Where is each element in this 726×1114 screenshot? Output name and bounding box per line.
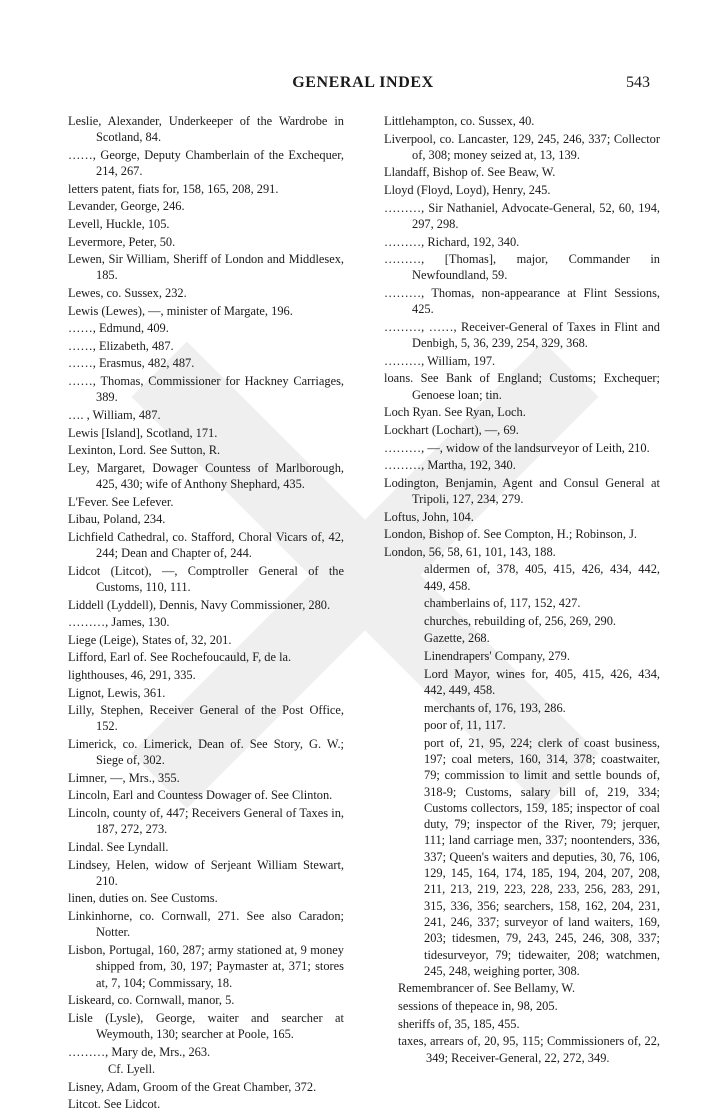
page-header	[0, 74, 726, 94]
index-entry: Lloyd (Floyd, Loyd), Henry, 245.	[384, 183, 551, 198]
index-entry: Lewes, co. Sussex, 232.	[68, 286, 187, 301]
index-entry: Llandaff, Bishop of. See Beaw, W.	[384, 165, 556, 180]
index-entry: Levander, George, 246.	[68, 199, 185, 214]
index-entry: Lewis (Lewes), —, minister of Margate, 196.	[68, 303, 293, 318]
index-subentry: sheriffs of, 35, 185, 455.	[398, 1016, 520, 1031]
index-subentry: Gazette, 268.	[424, 631, 490, 646]
index-entry: Lisle (Lysle), George, waiter and searcher at Weymouth, 130; searcher at Poole, 165.	[68, 1010, 344, 1042]
index-entry: ………, —, widow of the landsurveyor of Leith, 210.	[384, 440, 650, 455]
index-entry: Lidcot (Litcot), —, Comptroller General of the Customs, 110, 111.	[68, 563, 344, 594]
index-entry: London, 56, 58, 61, 101, 143, 188.	[384, 544, 556, 559]
index-entry: Lincoln, Earl and Countess Dowager of. See Clinton.	[68, 788, 333, 803]
index-subentry: Remembrancer of. See Bellamy, W.	[398, 981, 576, 996]
index-entry: ……, Edmund, 409.	[68, 321, 169, 336]
index-entry: Limerick, co. Limerick, Dean of. See Story, G. W.; Siege of, 302.	[68, 737, 344, 768]
index-entry: ………, Thomas, non-appearance at Flint Sessions, 425.	[384, 286, 660, 317]
index-subentry: taxes, arrears of, 20, 95, 115; Commissioners of, 22, 349; Receiver-General, 22, 272, 349.	[398, 1034, 660, 1065]
index-entry: Liege (Leige), States of, 32, 201.	[68, 632, 232, 647]
index-subentry: aldermen of, 378, 405, 415, 426, 434, 442, 449, 458.	[424, 562, 660, 593]
index-entry: letters patent, fiats for, 158, 165, 208, 291.	[68, 181, 279, 196]
page-number: 543	[626, 74, 650, 91]
index-entry: ………, Mary de, Mrs., 263.	[68, 1044, 211, 1059]
index-entry: ………, James, 130.	[68, 615, 170, 630]
index-entry: ……, Elizabeth, 487.	[68, 338, 174, 353]
index-entry: Liddell (Lyddell), Dennis, Navy Commissioner, 280.	[68, 597, 331, 612]
running-title: GENERAL INDEX	[292, 74, 434, 91]
index-entry: lighthouses, 46, 291, 335.	[68, 667, 196, 682]
index-entry: Ley, Margaret, Dowager Countess of Marlborough, 425, 430; wife of Anthony Shephard, 435.	[68, 460, 344, 491]
index-entry: Lichfield Cathedral, co. Stafford, Choral Vicars of, 42, 244; Dean and Chapter of, 244.	[68, 529, 344, 561]
index-entry: Lincoln, county of, 447; Receivers General of Taxes in, 187, 272, 273.	[68, 806, 344, 837]
index-column-left	[68, 113, 344, 1114]
index-entry: Lindsey, Helen, widow of Serjeant William Stewart, 210.	[68, 857, 344, 888]
index-entry: Levermore, Peter, 50.	[68, 234, 176, 249]
index-entry: …. , William, 487.	[68, 407, 161, 422]
index-entry: Libau, Poland, 234.	[68, 512, 166, 527]
index-entry: Lisney, Adam, Groom of the Great Chamber, 372.	[68, 1079, 317, 1094]
index-entry: ………, Sir Nathaniel, Advocate-General, 52, 60, 194, 297, 298.	[384, 200, 660, 231]
index-entry: Lewis [Island], Scotland, 171.	[68, 425, 218, 440]
index-entry: Loch Ryan. See Ryan, Loch.	[384, 405, 526, 420]
index-entry: linen, duties on. See Customs.	[68, 891, 218, 906]
index-entry: Liskeard, co. Cornwall, manor, 5.	[68, 993, 235, 1008]
index-entry: Lifford, Earl of. See Rochefoucauld, F, de la.	[68, 650, 292, 665]
index-subentry: sessions of thepeace in, 98, 205.	[398, 999, 558, 1014]
index-entry: London, Bishop of. See Compton, H.; Robinson, J.	[384, 527, 637, 542]
index-entry: ………, Martha, 192, 340.	[384, 458, 516, 473]
index-entry: ……, Erasmus, 482, 487.	[68, 356, 195, 371]
index-entry: Loftus, John, 104.	[384, 509, 474, 524]
index-entry: ………, William, 197.	[384, 353, 496, 368]
index-subentry: Lord Mayor, wines for, 405, 415, 426, 434, 442, 449, 458.	[424, 666, 660, 697]
index-entry: Lindal. See Lyndall.	[68, 839, 169, 854]
index-subentry: merchants of, 176, 193, 286.	[424, 700, 566, 715]
index-entry: Lexinton, Lord. See Sutton, R.	[68, 443, 221, 458]
index-subentry: port of, 21, 95, 224; clerk of coast business, 197; coal meters, 160, 314, 378; coastwaiter, 79; commission to limit and settle bounds of, 318-9; Customs, salary bill of, 219, 334; Customs collectors, 159, 185; inspector of coal duty, 79; inspector of the River, 79; jerquer, 111; land carriage men, 337; noontenders, 336, 337; Queen's waiters and deputies, 30, 76, 106, 129, 145, 164, 174, 185, 194, 204, 207, 208, 211, 213, 219, 223, 228, 233, 256, 283, 291, 315, 336, 356; searchers, 158, 162, 204, 231, 241, 246, 337; surveyor of land waiters, 169, 203; tidesmen, 79, 243, 245, 246, 308, 337; tidesurveyor, 79; tidewaiter, 208; watchmen, 245, 248, weighing porter, 308.	[424, 735, 660, 978]
index-entry: Lignot, Lewis, 361.	[68, 685, 166, 700]
index-entry: Lewen, Sir William, Sheriff of London and Middlesex, 185.	[68, 252, 344, 283]
index-column-right	[384, 113, 660, 1067]
index-subentry: churches, rebuilding of, 256, 269, 290.	[424, 613, 617, 628]
index-entry: Levell, Huckle, 105.	[68, 216, 170, 231]
index-entry: Lilly, Stephen, Receiver General of the Post Office, 152.	[68, 703, 344, 734]
index-entry: Lockhart (Lochart), —, 69.	[384, 422, 519, 437]
index-entry: Lodington, Benjamin, Agent and Consul General at Tripoli, 127, 234, 279.	[384, 475, 660, 506]
index-entry: Cf. Lyell.	[108, 1062, 156, 1077]
index-entry: ……, Thomas, Commissioner for Hackney Carriages, 389.	[68, 374, 344, 405]
index-entry: L'Fever. See Lefever.	[68, 494, 174, 509]
index-entry: Litcot. See Lidcot.	[68, 1097, 161, 1112]
index-entry: ………, [Thomas], major, Commander in Newfoundland, 59.	[384, 252, 660, 283]
index-subentry: chamberlains of, 117, 152, 427.	[424, 596, 581, 611]
index-entry: loans. See Bank of England; Customs; Exchequer; Genoese loan; tin.	[384, 371, 660, 402]
index-entry: ………, ……, Receiver-General of Taxes in Flint and Denbigh, 5, 36, 239, 254, 329, 368.	[384, 319, 660, 351]
index-entry: ……, George, Deputy Chamberlain of the Exchequer, 214, 267.	[68, 147, 344, 179]
index-subentry: Linendrapers' Company, 279.	[424, 649, 570, 664]
index-entry: Liverpool, co. Lancaster, 129, 245, 246, 337; Collector of, 308; money seized at, 13, 139.	[384, 131, 660, 162]
index-entry: ………, Richard, 192, 340.	[384, 234, 520, 249]
index-entry: Leslie, Alexander, Underkeeper of the Wardrobe in Scotland, 84.	[68, 114, 344, 145]
index-entry: Linkinhorne, co. Cornwall, 271. See also Caradon; Notter.	[68, 909, 344, 940]
index-entry: Lisbon, Portugal, 160, 287; army stationed at, 9 money shipped from, 30, 197; Paymaster at, 371; stores at, 7, 104; Commissary, 18.	[68, 942, 344, 990]
index-subentry: poor of, 11, 117.	[424, 718, 506, 733]
index-entry: Limner, —, Mrs., 355.	[68, 770, 180, 785]
index-entry: Littlehampton, co. Sussex, 40.	[384, 114, 535, 128]
